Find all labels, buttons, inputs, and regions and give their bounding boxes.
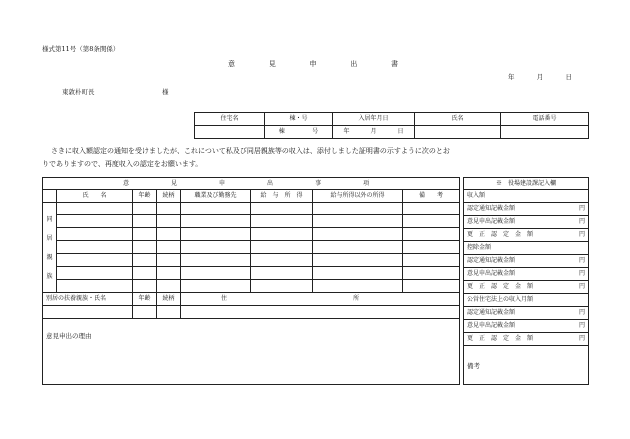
unit-label: 号 <box>312 128 319 135</box>
income-corrected-row[interactable] <box>464 229 589 242</box>
title-char: 書 <box>391 60 398 68</box>
yen-unit: 円 <box>578 270 585 277</box>
body-line-2: りでありますので、再度収入の認定をお願います。 <box>42 160 203 168</box>
table-cell[interactable] <box>57 228 133 241</box>
date-line <box>508 72 572 81</box>
table-cell[interactable] <box>133 241 157 254</box>
col-header-age: 年齢 <box>133 190 157 203</box>
applicant-table <box>194 112 589 139</box>
row-label: 認定通知記載金額 <box>467 309 516 316</box>
building-label: 棟 <box>278 128 285 135</box>
table-cell[interactable] <box>57 280 133 293</box>
dependent-age-header: 年齢 <box>133 293 157 306</box>
table-cell[interactable] <box>157 241 181 254</box>
side-char: 族 <box>46 272 53 280</box>
header-char: 申 <box>219 179 226 187</box>
table-cell[interactable] <box>181 254 251 267</box>
title-char: 申 <box>309 60 317 68</box>
deduction-corrected-row[interactable] <box>464 281 589 294</box>
table-cell[interactable] <box>251 267 313 280</box>
deduction-notified-row[interactable] <box>464 255 589 268</box>
dependent-name-field[interactable] <box>43 306 133 319</box>
table-cell[interactable] <box>251 215 313 228</box>
table-cell[interactable] <box>251 254 313 267</box>
addressee: 東敦朴町長 <box>62 88 95 96</box>
table-cell[interactable] <box>313 228 403 241</box>
yen-unit: 円 <box>578 257 585 264</box>
col-building-no: 棟・号 <box>265 113 333 126</box>
name-field[interactable] <box>415 126 501 139</box>
table-cell[interactable] <box>157 267 181 280</box>
row-label: 意見申出記載金額 <box>467 218 516 225</box>
table-cell[interactable] <box>403 254 460 267</box>
col-header-employer: 職業及び勤務先 <box>181 190 251 203</box>
dependent-name-header: 別居の扶養親族・氏名 <box>43 293 133 306</box>
reason-label: 意見申出の理由 <box>46 332 92 340</box>
table-cell[interactable] <box>133 228 157 241</box>
col-header-relation: 続柄 <box>157 190 181 203</box>
form-number: 様式第11号（第8条関係） <box>42 45 120 53</box>
row-label: 更 正 認 定 金 額 <box>467 283 534 290</box>
table-cell[interactable] <box>251 241 313 254</box>
move-in-date-field[interactable] <box>333 126 415 139</box>
date-year: 年 <box>508 73 515 81</box>
header-char: 意 <box>123 179 130 187</box>
table-cell[interactable] <box>181 228 251 241</box>
income-opinion-row[interactable] <box>464 216 589 229</box>
reason-field[interactable] <box>42 340 458 383</box>
col-header-remarks: 備 考 <box>403 190 460 203</box>
table-cell[interactable] <box>251 228 313 241</box>
table-cell[interactable] <box>313 280 403 293</box>
table-cell[interactable] <box>403 267 460 280</box>
dependent-age-field[interactable] <box>133 306 157 319</box>
main-table <box>42 177 460 319</box>
side-char: 居 <box>46 234 53 242</box>
dependent-address-header <box>181 293 460 306</box>
residence-name-field[interactable] <box>195 126 265 139</box>
table-cell[interactable] <box>133 280 157 293</box>
table-cell[interactable] <box>403 215 460 228</box>
office-remarks-label: 備考 <box>467 362 480 370</box>
header-char: 出 <box>267 179 274 187</box>
table-cell[interactable] <box>157 215 181 228</box>
month-label: 月 <box>370 128 377 135</box>
rent-opinion-row[interactable] <box>464 320 589 333</box>
phone-field[interactable] <box>501 126 589 139</box>
table-cell[interactable] <box>133 215 157 228</box>
row-label: 意見申出記載金額 <box>467 270 516 277</box>
table-cell[interactable] <box>57 241 133 254</box>
table-cell[interactable] <box>181 267 251 280</box>
table-cell[interactable] <box>313 203 403 215</box>
side-char: 親 <box>46 253 53 261</box>
header-char: 事 <box>315 179 322 187</box>
household-side-label <box>43 203 57 293</box>
deduction-section-title: 控除金額 <box>464 242 589 255</box>
yen-unit: 円 <box>578 205 585 212</box>
col-name: 氏名 <box>415 113 501 126</box>
table-cell[interactable] <box>133 254 157 267</box>
date-month: 月 <box>536 73 544 81</box>
table-cell[interactable] <box>313 241 403 254</box>
table-cell[interactable] <box>157 203 181 215</box>
yen-unit: 円 <box>578 231 585 238</box>
table-cell[interactable] <box>157 254 181 267</box>
dependent-relation-field[interactable] <box>157 306 181 319</box>
body-text <box>42 145 590 171</box>
col-residence-name: 住宅名 <box>195 113 265 126</box>
table-cell[interactable] <box>57 267 133 280</box>
yen-unit: 円 <box>578 309 585 316</box>
table-cell[interactable] <box>181 215 251 228</box>
office-panel-title: ※ 役場建設課記入欄 <box>464 178 589 190</box>
title-char: 見 <box>268 60 276 68</box>
yen-unit: 円 <box>578 218 585 225</box>
yen-unit: 円 <box>578 335 585 342</box>
table-cell[interactable] <box>157 228 181 241</box>
table-cell[interactable] <box>313 215 403 228</box>
side-char: 同 <box>46 215 53 223</box>
rent-corrected-row[interactable] <box>464 333 589 346</box>
row-label: 認定通知記載金額 <box>467 257 516 264</box>
year-label: 年 <box>343 128 350 135</box>
main-table-header <box>43 178 460 190</box>
document-title <box>228 59 398 69</box>
header-char: 項 <box>363 179 370 187</box>
col-phone: 電話番号 <box>501 113 589 126</box>
table-cell[interactable] <box>403 241 460 254</box>
col-header-name: 氏 名 <box>57 190 133 203</box>
yen-unit: 円 <box>578 322 585 329</box>
table-cell[interactable] <box>403 280 460 293</box>
col-header-other-income: 給与所得以外の所得 <box>313 190 403 203</box>
table-cell[interactable] <box>403 228 460 241</box>
address-char: 住 <box>221 295 228 302</box>
table-cell[interactable] <box>251 280 313 293</box>
table-cell[interactable] <box>133 267 157 280</box>
dependent-address-field[interactable] <box>181 306 460 319</box>
row-label: 意見申出記載金額 <box>467 322 516 329</box>
header-char: 見 <box>171 179 178 187</box>
rent-notified-row[interactable] <box>464 307 589 320</box>
address-char: 所 <box>353 295 360 302</box>
table-cell[interactable] <box>181 241 251 254</box>
income-notified-row[interactable] <box>464 203 589 216</box>
title-char: 出 <box>350 60 358 68</box>
table-cell[interactable] <box>313 254 403 267</box>
dependent-relation-header: 続柄 <box>157 293 181 306</box>
building-no-field[interactable] <box>265 126 333 139</box>
table-cell[interactable] <box>57 254 133 267</box>
table-cell[interactable] <box>57 215 133 228</box>
rent-section-title: 公営住宅法上の収入月額 <box>464 294 589 307</box>
income-section-title: 収入額 <box>464 190 589 203</box>
date-day: 日 <box>565 73 572 81</box>
table-cell[interactable] <box>133 203 157 215</box>
table-cell[interactable] <box>251 203 313 215</box>
body-line-1: さきに収入額認定の通知を受けましたが、これについて私及び同居親族等の収入は、添付しました証明書の示すように次のとお <box>51 147 450 155</box>
yen-unit: 円 <box>578 283 585 290</box>
row-label: 更 正 認 定 金 額 <box>467 335 534 342</box>
addressee-sama: 様 <box>162 88 169 96</box>
col-move-in-date: 入居年月日 <box>333 113 415 126</box>
table-cell[interactable] <box>157 280 181 293</box>
col-header-salary: 給 与 所 得 <box>251 190 313 203</box>
table-cell[interactable] <box>181 203 251 215</box>
row-label: 認定通知記載金額 <box>467 205 516 212</box>
deduction-opinion-row[interactable] <box>464 268 589 281</box>
table-cell[interactable] <box>403 203 460 215</box>
table-cell[interactable] <box>313 267 403 280</box>
table-cell[interactable] <box>57 203 133 215</box>
table-cell[interactable] <box>181 280 251 293</box>
row-label: 更 正 認 定 金 額 <box>467 231 534 238</box>
title-char: 意 <box>228 60 235 68</box>
day-label: 日 <box>397 128 404 135</box>
office-table <box>463 177 589 346</box>
